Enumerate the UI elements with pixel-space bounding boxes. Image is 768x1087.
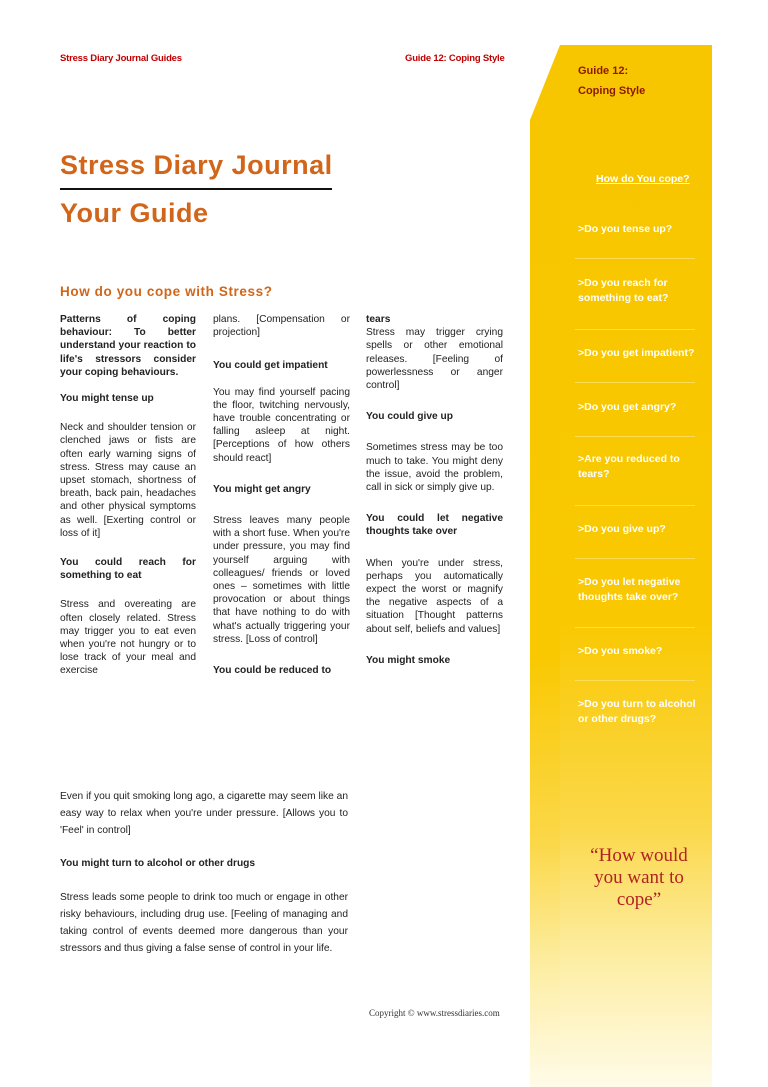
sidebar-notch <box>530 45 560 120</box>
col1-para-4: Stress and overeating are often closely related. Stress may trigger you to eat even when you're not hungry or to lose track of your meal and exercise <box>60 599 196 677</box>
sidebar-item-negative[interactable]: >Do you let negative thoughts take over? <box>578 576 681 603</box>
sidebar-notch-fill <box>530 120 560 1087</box>
sidebar-item-eat[interactable]: >Do you reach for something to eat? <box>578 277 669 304</box>
column-3 <box>366 313 503 667</box>
sidebar-guide-number: Guide 12: <box>578 65 629 77</box>
sidebar-item-smoke[interactable]: >Do you smoke? <box>578 645 663 657</box>
col1-para-3: You could reach for something to eat <box>60 557 196 582</box>
lower-para-2: Stress leads some people to drink too much or engage in other risky behaviours, including drug use. [Feeling of managing and taking control of events deemed more dangerous than your stressors and thus giving a false sense of control in your life. <box>60 892 348 954</box>
col1-para-2: Neck and shoulder tension or clenched jaws or fists are often early warning signs of stress. Stress may cause an upset stomach, shortness of breath, back pain, headaches and other physical symptoms as well. [Exerting control or loss of it] <box>60 422 196 539</box>
sidebar-link-title[interactable]: How do You cope? <box>596 173 690 185</box>
sidebar-divider <box>575 382 695 383</box>
sidebar-divider <box>575 258 695 259</box>
column-2 <box>213 313 350 677</box>
sidebar-item-angry[interactable]: >Do you get angry? <box>578 401 677 413</box>
col2-para-5: You could be reduced to <box>213 665 332 677</box>
sidebar-item-give-up[interactable]: >Do you give up? <box>578 523 666 535</box>
col3-para-4: You could let negative thoughts take over <box>366 513 503 538</box>
lower-para-1: You might turn to alcohol or other drugs <box>60 858 256 869</box>
sidebar-item-tears[interactable]: >Are you reduced to tears? <box>578 453 680 480</box>
col3-para-6: You might smoke <box>366 654 451 666</box>
section-heading: How do you cope with Stress? <box>60 284 273 299</box>
title-rule <box>60 188 332 190</box>
col2-para-1: You could get impatient <box>213 360 328 372</box>
sidebar-divider <box>575 558 695 559</box>
page-title-line2: Your Guide <box>60 198 209 228</box>
sidebar-divider <box>575 436 695 437</box>
col3-para-2: You could give up <box>366 411 453 423</box>
sidebar-divider <box>575 627 695 628</box>
col3-para-1: Stress may trigger crying spells or other emotional releases. [Feeling of powerlessness or anger control] <box>366 327 503 392</box>
copyright: Copyright © www.stressdiaries.com <box>369 1008 500 1018</box>
sidebar-divider <box>575 329 695 330</box>
lower-para-0: Even if you quit smoking long ago, a cigarette may seem like an easy way to relax when you're under pressure. [Allows you to 'Feel' in control] <box>60 791 348 836</box>
lower-block <box>60 788 348 957</box>
col1-para-0: Patterns of coping behaviour: To better understand your reaction to life's stressors consider your coping behaviours. <box>60 314 196 378</box>
col2-para-2: You may find yourself pacing the floor, twitching nervously, have trouble concentrating or falling asleep at night. [Perceptions of how others should react] <box>213 386 350 464</box>
col2-para-4: Stress leaves many people with a short fuse. When you're under pressure, you may find yourself arguing with colleagues/ friends or loved ones – sometimes with little provocation or about things that have nothing to do with what's actually triggering your stress. [Loss of control] <box>213 515 350 645</box>
sidebar-guide-title: Coping Style <box>578 85 646 97</box>
col3-para-3: Sometimes stress may be too much to take. You might deny the issue, avoid the problem, call in sick or simply give up. <box>366 442 503 494</box>
sidebar-item-tense[interactable]: >Do you tense up? <box>578 223 673 235</box>
sidebar-item-impatient[interactable]: >Do you get impatient? <box>578 347 695 359</box>
column-1 <box>60 313 196 678</box>
sidebar-divider <box>575 680 695 681</box>
header-right: Guide 12: Coping Style <box>405 53 505 64</box>
col2-para-3: You might get angry <box>213 483 311 495</box>
sidebar-divider <box>575 505 695 506</box>
sidebar-item-alcohol[interactable]: >Do you turn to alcohol or other drugs? <box>578 698 696 725</box>
col1-para-1: You might tense up <box>60 393 154 405</box>
sidebar-quote: “How would you want to cope” <box>590 845 688 910</box>
col3-para-0: tears <box>366 314 391 325</box>
page-title-line1: Stress Diary Journal <box>60 150 333 180</box>
header-left: Stress Diary Journal Guides <box>60 53 182 64</box>
col2-para-0: plans. [Compensation or projection] <box>213 314 350 339</box>
col3-para-5: When you're under stress, perhaps you automatically expect the worst or magnify the negative aspects of a situation [Thought patterns about self, beliefs and values] <box>366 557 503 635</box>
sidebar-panel <box>560 45 712 1087</box>
